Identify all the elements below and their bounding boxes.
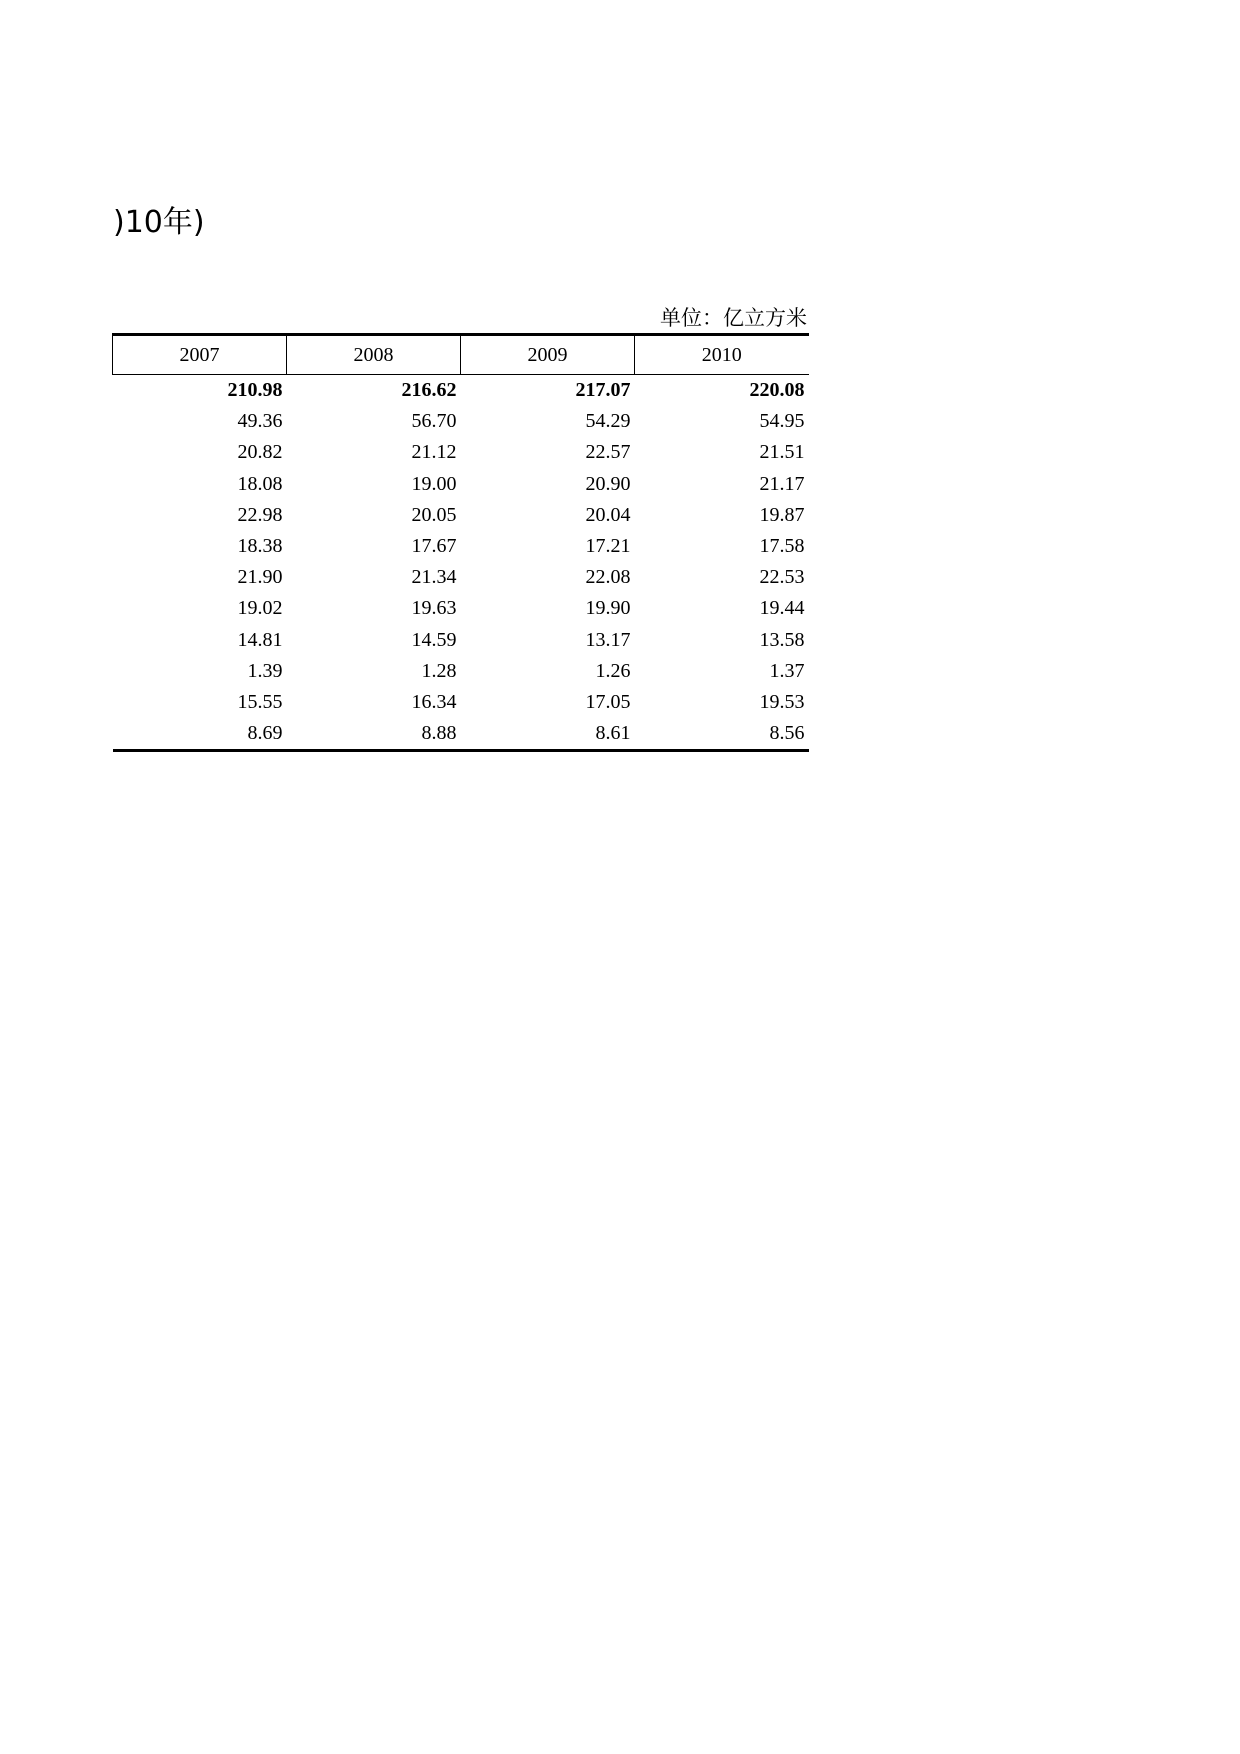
table-cell: 1.37 xyxy=(769,659,805,682)
table-cell: 20.04 xyxy=(585,503,631,526)
table-row xyxy=(113,625,809,656)
table-cell: 19.00 xyxy=(411,472,457,495)
table-cell: 20.90 xyxy=(585,472,631,495)
table-cell: 21.51 xyxy=(759,441,805,464)
table-cell: 22.08 xyxy=(585,566,631,589)
table-cell: 14.59 xyxy=(411,628,457,651)
table-cell: 54.29 xyxy=(585,410,631,433)
table-row-total xyxy=(113,375,809,407)
data-table xyxy=(112,333,809,752)
header-row xyxy=(113,335,809,375)
table-cell: 16.34 xyxy=(411,690,457,713)
header-cell-2010: 2010 xyxy=(635,335,809,375)
table-cell: 8.61 xyxy=(461,718,635,751)
table-row xyxy=(113,531,809,562)
table-cell: 21.12 xyxy=(411,441,457,464)
table-cell: 21.90 xyxy=(237,566,283,589)
table-row xyxy=(113,500,809,531)
table-cell: 216.62 xyxy=(401,379,457,402)
table-cell: 18.08 xyxy=(237,472,283,495)
table-cell: 217.07 xyxy=(575,379,631,402)
table-header xyxy=(113,335,809,375)
table-cell: 49.36 xyxy=(237,410,283,433)
table-cell: 13.17 xyxy=(585,628,631,651)
table-cell: 19.44 xyxy=(759,597,805,620)
table-cell: 20.82 xyxy=(237,441,283,464)
table-cell: 1.26 xyxy=(595,659,631,682)
table-cell: 17.67 xyxy=(411,535,457,558)
table-row xyxy=(113,469,809,500)
table-cell: 8.69 xyxy=(113,718,287,751)
table-cell: 21.17 xyxy=(759,472,805,495)
table-cell: 17.58 xyxy=(759,535,805,558)
table-row xyxy=(113,593,809,624)
table-cell: 19.90 xyxy=(585,597,631,620)
table-cell: 14.81 xyxy=(237,628,283,651)
table-row xyxy=(113,718,809,751)
table-cell: 54.95 xyxy=(759,410,805,433)
table-row xyxy=(113,437,809,468)
table-cell: 220.08 xyxy=(749,379,805,402)
table-cell: 19.63 xyxy=(411,597,457,620)
header-cell-2009: 2009 xyxy=(461,335,635,375)
table-cell: 8.88 xyxy=(287,718,461,751)
table-cell: 21.34 xyxy=(411,566,457,589)
page-title: )10年) xyxy=(113,205,205,240)
table-cell: 18.38 xyxy=(237,535,283,558)
table-cell: 210.98 xyxy=(227,379,283,402)
table-cell: 19.87 xyxy=(759,503,805,526)
table-cell: 13.58 xyxy=(759,628,805,651)
table-row xyxy=(113,562,809,593)
table-cell: 20.05 xyxy=(411,503,457,526)
table-cell: 17.05 xyxy=(585,690,631,713)
header-cell-2008: 2008 xyxy=(287,335,461,375)
table-cell: 1.28 xyxy=(421,659,457,682)
table-cell: 15.55 xyxy=(237,690,283,713)
table-cell: 19.53 xyxy=(759,690,805,713)
table-row xyxy=(113,656,809,687)
table-cell: 17.21 xyxy=(585,535,631,558)
table-cell: 22.53 xyxy=(759,566,805,589)
table-cell: 8.56 xyxy=(635,718,809,751)
header-cell-2007: 2007 xyxy=(113,335,287,375)
table-cell: 22.57 xyxy=(585,441,631,464)
unit-label: 单位：亿立方米 xyxy=(660,306,807,330)
table-row xyxy=(113,406,809,437)
table-cell: 1.39 xyxy=(247,659,283,682)
table-cell: 56.70 xyxy=(411,410,457,433)
table-body xyxy=(113,375,809,751)
table-cell: 19.02 xyxy=(237,597,283,620)
table-row xyxy=(113,687,809,718)
table-cell: 22.98 xyxy=(237,503,283,526)
